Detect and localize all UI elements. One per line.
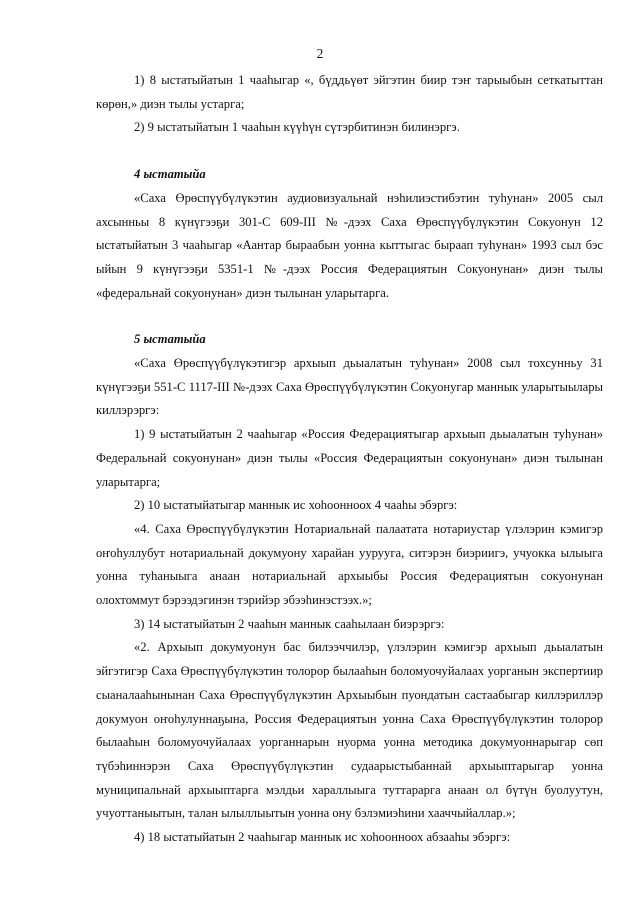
paragraph: 2) 10 ыстатыйатыгар маннык ис хоһоонноох 4 чааһы эбэргэ:	[134, 498, 458, 513]
paragraph-gap	[96, 140, 603, 163]
paragraph: «2. Архыып докумуонун бас билээччилэр, үлэлэрин кэмигэр архыып дьыалатын эйгэтигэр Саха Өрөспүүбүлүкэтин толорор былааһын боломуочуйалаах уорганын экспертиир сыаналааһынынан Саха Өрөспүүбүлүкэтин Архыыбын пуондатын састаабыгар киллэриллэр докумуон оҥоһулуннаҕына, Россия Федерациятын уонна Саха Өрөспүүбүлүкэтин толорор былааһын боломуочуйалаах уорганнарын нуорма уонна методика докумуоннарыгар сөп түбэһиннэрэн Саха Өрөспүүбүлүкэтин судаарыстыбаннай архыыптарыгар уонна муниципальнай архыыптарга мэлдьи хараллыыга туттарарга анаан ол бүтүн буолуутун, учуоттаныытын, талан ылыллыытын уонна ону бэлэмиэһини хааччыйаллар.»;	[96, 640, 603, 821]
paragraph: 1) 9 ыстатыйатын 2 чааһыгар «Россия Федерациятыгар архыып дьыалатын туһунан» Федеральнай сокуонунан» диэн тылы «Россия Федерациятын сокуонунан» диэн тылынан уларытарга;	[96, 427, 603, 489]
paragraph: «4. Саха Өрөспүүбүлүкэтин Нотариальнай палаатата нотариустар үлэлэрин кэмигэр оҥоһуллубут нотариальнай докумуону харайан уурууга, ситэрэн биэриигэ, учуокка ылыыга уонна туһаныыга анаан нотариальнай архыыбы Россия Федерациятын сокуонунан олохтоммут бэрээдэгинэн тэрийэр эбээһинэстээх.»;	[96, 521, 603, 608]
paragraph-gap	[96, 305, 603, 328]
paragraph: 1) 8 ыстатыйатын 1 чааһыгар «, бүддьүөт эйгэтин биир тэҥ тарыыбын сеткатыттан көрөн,» диэн тылы устарга;	[96, 73, 603, 111]
paragraph: «Саха Өрөспүүбүлүкэтигэр архыып дьыалатын туһунан» 2008 сыл тохсунньу 31 күнүгээҕи 551-С 1117-III №-дээх Саха Өрөспүүбүлүкэтин Сокуонугар маннык уларытыылары киллэрэргэ:	[96, 356, 603, 418]
paragraph: 3) 14 ыстатыйатын 2 чааһын маннык сааһылаан биэрэргэ:	[134, 616, 445, 631]
document-body	[96, 69, 603, 850]
article-heading: 5 ыстатыйа	[134, 332, 206, 347]
article-heading: 4 ыстатыйа	[134, 167, 206, 182]
page-number: 2	[316, 46, 324, 61]
paragraph: 2) 9 ыстатыйатын 1 чааһын күүһүн сүтэрбитинэн билинэргэ.	[134, 120, 460, 135]
paragraph: 4) 18 ыстатыйатын 2 чааһыгар маннык ис хоһоонноох абзааһы эбэргэ:	[134, 830, 511, 845]
paragraph: «Саха Өрөспүүбүлүкэтин аудиовизуальнай нэһилиэстибэтин туһунан» 2005 сыл ахсынньы 8 күнүгээҕи 301-С 609-III №-дээх Саха Өрөспүүбүлүкэтин Сокуонун 12 ыстатыйатын 3 чааһыгар «Аантар быраабын уонна кыттыгас быраап туһунан» 1993 сыл бэс ыйын 9 күнүгээҕи 5351-1 №-дээх Россия Федерациятын Сокуонунан» диэн тылы «федеральнай сокуонунан» диэн тылынан уларытарга.	[96, 190, 603, 300]
